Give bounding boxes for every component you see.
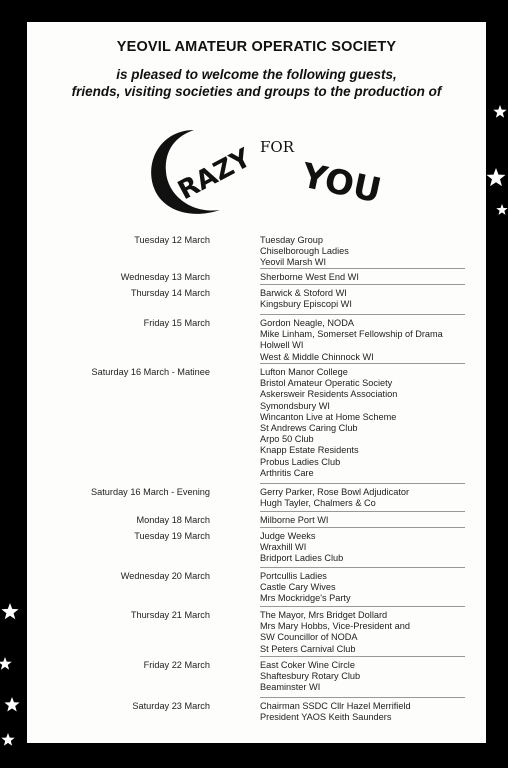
guest-entry: Sherborne West End WI [260, 272, 359, 282]
guest-entry: Symondsbury WI [260, 400, 330, 411]
schedule-date: Wednesday 13 March [120, 272, 210, 282]
divider [260, 483, 465, 484]
logo-word-you: YOU [298, 155, 385, 212]
guest-list [260, 318, 482, 363]
logo-word-for: FOR [260, 138, 294, 156]
guest-list [260, 367, 482, 479]
guest-entry: Bristol Amateur Operatic Society [260, 378, 393, 389]
star-icon [487, 168, 506, 186]
welcome-line-1: is pleased to welcome the following guests, [116, 67, 397, 82]
star-icon [0, 657, 12, 670]
guest-entry: Portcullis Ladies [260, 571, 327, 581]
guest-entry: Tuesday Group [260, 235, 323, 245]
divider [260, 314, 465, 315]
divider [260, 567, 465, 568]
guest-entry: Wraxhill WI [260, 542, 307, 553]
star-icon [1, 603, 18, 619]
guest-entry: SW Councillor of NODA [260, 632, 358, 643]
divider [260, 656, 465, 657]
guest-list [260, 701, 482, 723]
guest-entry: Shaftesbury Rotary Club [260, 671, 361, 682]
guest-entry: Yeovil Marsh WI [260, 257, 327, 268]
schedule-date: Tuesday 19 March [134, 531, 210, 541]
divider [260, 511, 465, 512]
guest-entry: Kingsbury Episcopi WI [260, 299, 352, 310]
schedule-date: Saturday 16 March - Matinee [91, 367, 210, 377]
guest-entry: Hugh Tayler, Chalmers & Co [260, 498, 376, 509]
star-icon [496, 204, 507, 215]
guest-entry: Arthritis Care [260, 467, 314, 478]
guest-entry: West & Middle Chinnock WI [260, 351, 374, 362]
guest-entry: Arpo 50 Club [260, 434, 314, 445]
star-icon [4, 697, 19, 712]
guest-entry: Mike Linham, Somerset Fellowship of Drama [260, 329, 443, 340]
guest-entry: Wincanton Live at Home Scheme [260, 411, 397, 422]
schedule-date: Friday 22 March [143, 660, 210, 670]
guest-entry: Mrs Mockridge's Party [260, 593, 351, 604]
star-icon [1, 733, 14, 746]
guest-entry: St Andrews Caring Club [260, 423, 358, 434]
guest-list [260, 571, 482, 605]
guest-entry: Chairman SSDC Cllr Hazel Merrifield [260, 701, 411, 711]
schedule-date: Thursday 21 March [130, 610, 210, 620]
welcome-line-2: friends, visiting societies and groups to the production of [71, 84, 442, 99]
guest-entry: Bridport Ladies Club [260, 553, 344, 564]
guest-entry: President YAOS Keith Saunders [260, 712, 392, 723]
guest-entry: Lufton Manor College [260, 367, 348, 377]
guest-entry: Beaminster WI [260, 682, 321, 693]
guest-list [260, 531, 482, 565]
schedule-date: Tuesday 12 March [134, 235, 210, 245]
divider [260, 268, 465, 269]
guest-list [260, 660, 482, 694]
guest-entry: Castle Cary Wives [260, 582, 336, 593]
schedule-date: Thursday 14 March [130, 288, 210, 298]
divider [260, 284, 465, 285]
schedule-date: Saturday 16 March - Evening [91, 487, 210, 497]
divider [260, 527, 465, 528]
divider [260, 697, 465, 698]
guest-entry: Judge Weeks [260, 531, 316, 541]
schedule-date: Wednesday 20 March [120, 571, 210, 581]
society-name: YEOVIL AMATEUR OPERATIC SOCIETY [116, 39, 397, 55]
guest-entry: Probus Ladies Club [260, 456, 341, 467]
guest-entry: Gerry Parker, Rose Bowl Adjudicator [260, 487, 410, 497]
guest-entry: St Peters Carnival Club [260, 643, 356, 654]
guest-entry: The Mayor, Mrs Bridget Dollard [260, 610, 388, 620]
guest-list [260, 610, 482, 655]
guest-entry: Knapp Estate Residents [260, 445, 359, 456]
logo-word-razy: RAZY [173, 143, 257, 207]
guest-entry: East Coker Wine Circle [260, 660, 355, 670]
schedule-date: Saturday 23 March [132, 701, 210, 711]
guest-list [260, 235, 482, 269]
guest-entry: Milborne Port WI [260, 515, 329, 525]
guest-list [260, 272, 482, 283]
guest-list [260, 487, 482, 509]
schedule-date: Friday 15 March [143, 318, 210, 328]
guest-list [260, 515, 482, 526]
star-icon [493, 105, 506, 118]
guest-entry: Mrs Mary Hobbs, Vice-President and [260, 621, 410, 632]
guest-entry: Barwick & Stoford WI [260, 288, 347, 298]
guest-list [260, 288, 482, 310]
crazy-for-you-logo [142, 122, 385, 222]
guest-entry: Holwell WI [260, 340, 304, 351]
guest-entry: Askersweir Residents Association [260, 389, 398, 400]
guest-entry: Gordon Neagle, NODA [260, 318, 354, 328]
programme-page [27, 22, 486, 743]
divider [260, 363, 465, 364]
schedule-date: Monday 18 March [136, 515, 210, 525]
guest-entry: Chiselborough Ladies [260, 246, 349, 257]
divider [260, 606, 465, 607]
